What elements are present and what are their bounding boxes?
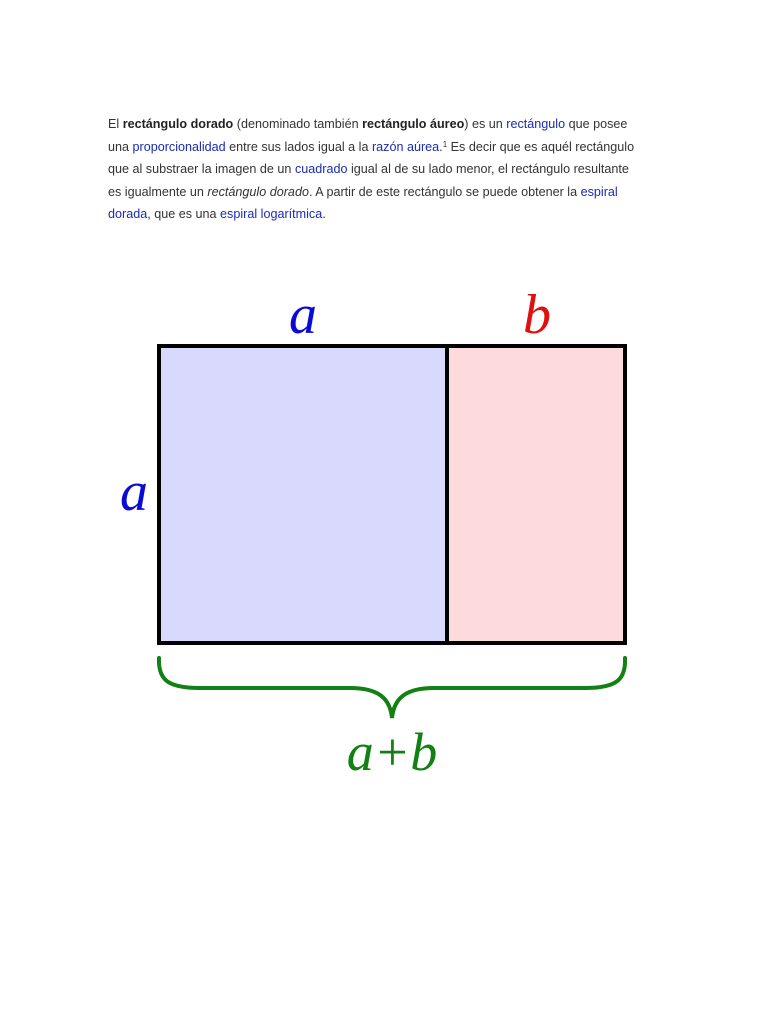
text-segment: El (108, 117, 123, 131)
bold-term-rectangulo-dorado: rectángulo dorado (122, 117, 234, 131)
square-a (159, 346, 447, 643)
link-espiral-dorada-cont[interactable]: dorada (108, 207, 148, 222)
text-segment: Es decir que es aquél rectángulo (447, 139, 635, 154)
link-espiral-dorada[interactable]: espiral (580, 184, 618, 199)
text-segment: que posee (565, 117, 628, 131)
link-espiral-logaritmica[interactable]: espiral logarítmica (220, 207, 323, 222)
bold-term-rectangulo-aureo: rectángulo áureo (362, 117, 465, 131)
text-segment: (denominado también (233, 117, 363, 131)
link-proporcionalidad[interactable]: proporcionalidad (132, 139, 226, 154)
label-a-plus-b: a+b (346, 722, 438, 782)
text-segment: . A partir de este rectángulo se puede obtener la (308, 184, 581, 199)
text-segment: entre sus lados igual a la (225, 139, 372, 154)
text-segment: es igualmente un (108, 184, 208, 199)
text-segment: . (322, 207, 326, 222)
link-razon-aurea[interactable]: razón aúrea. (371, 139, 443, 154)
text-segment: ) es un (464, 117, 507, 131)
italic-term: rectángulo dorado (207, 184, 309, 199)
text-segment: igual al de su lado menor, el rectángulo resultante (347, 162, 629, 177)
link-rectangulo[interactable]: rectángulo (506, 117, 566, 131)
label-top-b: b (523, 284, 551, 346)
text-segment: que al substraer la imagen de un (108, 162, 295, 177)
label-side-a: a (120, 461, 148, 523)
footnote-ref[interactable]: 1 (442, 139, 448, 149)
text-segment: una (108, 139, 133, 154)
label-top-a: a (289, 284, 317, 346)
text-segment: , que es una (147, 207, 221, 222)
link-cuadrado[interactable]: cuadrado (294, 162, 348, 177)
rectangle-b (447, 346, 625, 643)
curly-brace (159, 658, 625, 718)
